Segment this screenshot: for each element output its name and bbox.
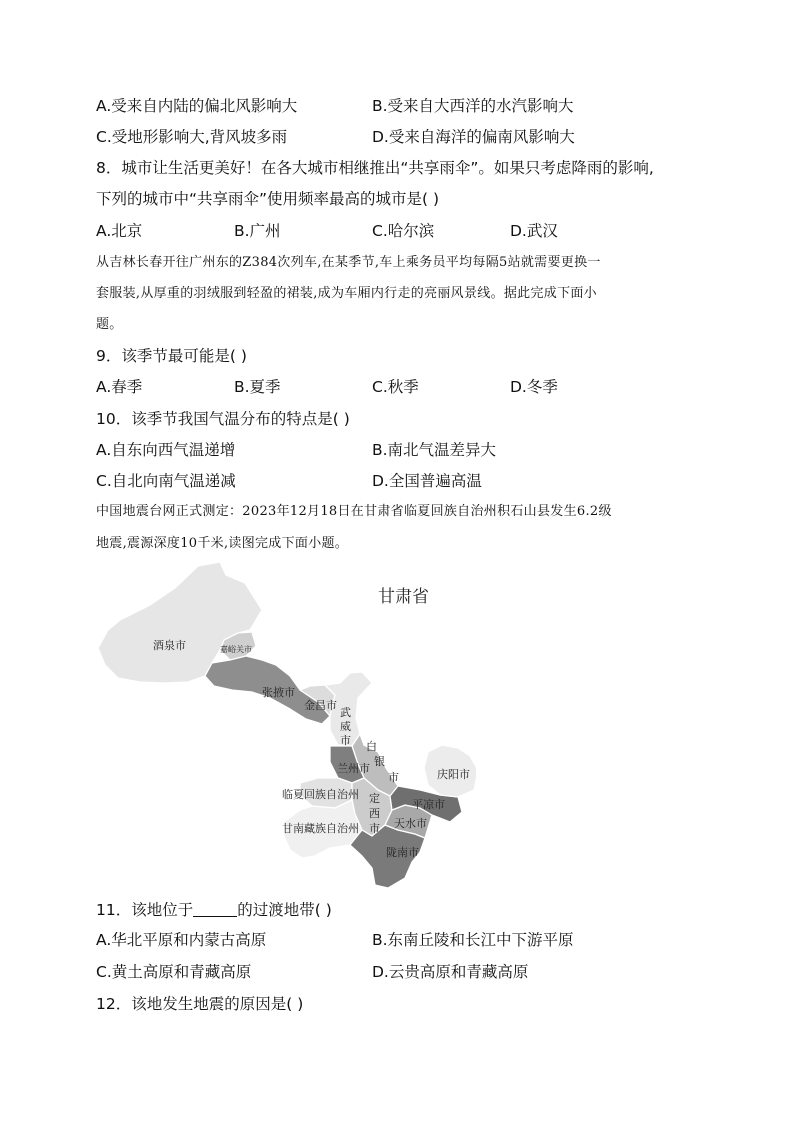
passage2-line1: 中国地震台网正式测定：2023年12月18日在甘肃省临夏回族自治州积石山县发生6.2级 <box>96 504 612 519</box>
q11-option-c: C.黄土高原和青藏高原 <box>96 963 252 981</box>
label-tianshui: 天水市 <box>394 817 427 830</box>
q10-option-d: D.全国普遍高温 <box>372 472 482 490</box>
q11-option-b: B.东南丘陵和长江中下游平原 <box>372 931 574 949</box>
q9-option-d: D.冬季 <box>510 378 558 396</box>
label-baiyin-1: 白 <box>366 740 377 753</box>
label-dingxi-1: 定 <box>369 792 380 805</box>
label-baiyin-2: 银 <box>374 755 385 768</box>
q8-stem-line1: 8．城市让生活更美好！在各大城市相继推出“共享雨伞”。如果只考虑降雨的影响, <box>96 159 654 177</box>
q10-option-a: A.自东向西气温递增 <box>96 441 236 459</box>
label-zhangye: 张掖市 <box>262 686 295 699</box>
label-wuwei-2: 威 <box>340 720 351 733</box>
q11-stem-pre: 11．该地位于 <box>96 901 194 919</box>
q10-option-b: B.南北气温差异大 <box>372 441 497 459</box>
label-dingxi-2: 西 <box>369 807 380 820</box>
q9-option-b: B.夏季 <box>234 378 281 396</box>
q7-option-d: D.受来自海洋的偏南风影响大 <box>372 128 575 146</box>
q11-option-a: A.华北平原和内蒙古高原 <box>96 931 267 949</box>
label-pingliang: 平凉市 <box>412 798 445 811</box>
q11-option-d: D.云贵高原和青藏高原 <box>372 963 529 981</box>
label-baiyin-3: 市 <box>388 771 399 784</box>
passage1-line3: 题。 <box>96 317 123 332</box>
label-qingyang: 庆阳市 <box>437 768 470 781</box>
q8-stem-line2: 下列的城市中“共享雨伞”使用频率最高的城市是( ) <box>96 190 440 208</box>
q8-option-a: A.北京 <box>96 222 143 240</box>
label-jiuquan: 酒泉市 <box>153 639 186 652</box>
q9-stem: 9．该季节最可能是( ) <box>96 347 247 365</box>
label-gannan: 甘南藏族自治州 <box>282 822 359 835</box>
passage1-line2: 套服装,从厚重的羽绒服到轻盈的裙装,成为车厢内行走的亮丽风景线。据此完成下面小 <box>96 286 597 301</box>
q9-option-a: A.春季 <box>96 378 143 396</box>
q12-stem: 12．该地发生地震的原因是( ) <box>96 995 304 1013</box>
q7-option-a: A.受来自内陆的偏北风影响大 <box>96 97 298 115</box>
label-jinchang: 金昌市 <box>304 699 337 712</box>
label-linxia: 临夏回族自治州 <box>282 788 359 801</box>
q9-option-c: C.秋季 <box>372 378 419 396</box>
passage2-line2: 地震,震源深度10千米,读图完成下面小题。 <box>96 536 349 551</box>
label-dingxi-3: 市 <box>369 822 380 835</box>
q8-option-b: B.广州 <box>234 222 281 240</box>
q8-option-d: D.武汉 <box>510 222 558 240</box>
label-lanzhou: 兰州市 <box>337 762 370 775</box>
q10-stem: 10．该季节我国气温分布的特点是( ) <box>96 410 350 428</box>
q8-option-c: C.哈尔滨 <box>372 222 435 240</box>
q7-option-b: B.受来自大西洋的水汽影响大 <box>372 97 574 115</box>
q11-stem-post: 的过渡地带( ) <box>237 901 332 919</box>
map-title: 甘肃省 <box>378 587 429 607</box>
gansu-province-map <box>96 560 476 890</box>
q10-option-c: C.自北向南气温递减 <box>96 472 236 490</box>
q11-stem <box>96 900 332 920</box>
q11-answer-blank <box>193 902 237 917</box>
label-wuwei-3: 市 <box>340 734 351 747</box>
label-wuwei-1: 武 <box>340 706 351 719</box>
passage1-line1: 从吉林长春开往广州东的Z384次列车,在某季节,车上乘务员平均每隔5站就需要更换一 <box>96 255 601 270</box>
q7-option-c: C.受地形影响大,背风坡多雨 <box>96 128 288 146</box>
label-jiayuguan: 嘉峪关市 <box>220 645 252 654</box>
label-longnan: 陇南市 <box>386 846 419 859</box>
